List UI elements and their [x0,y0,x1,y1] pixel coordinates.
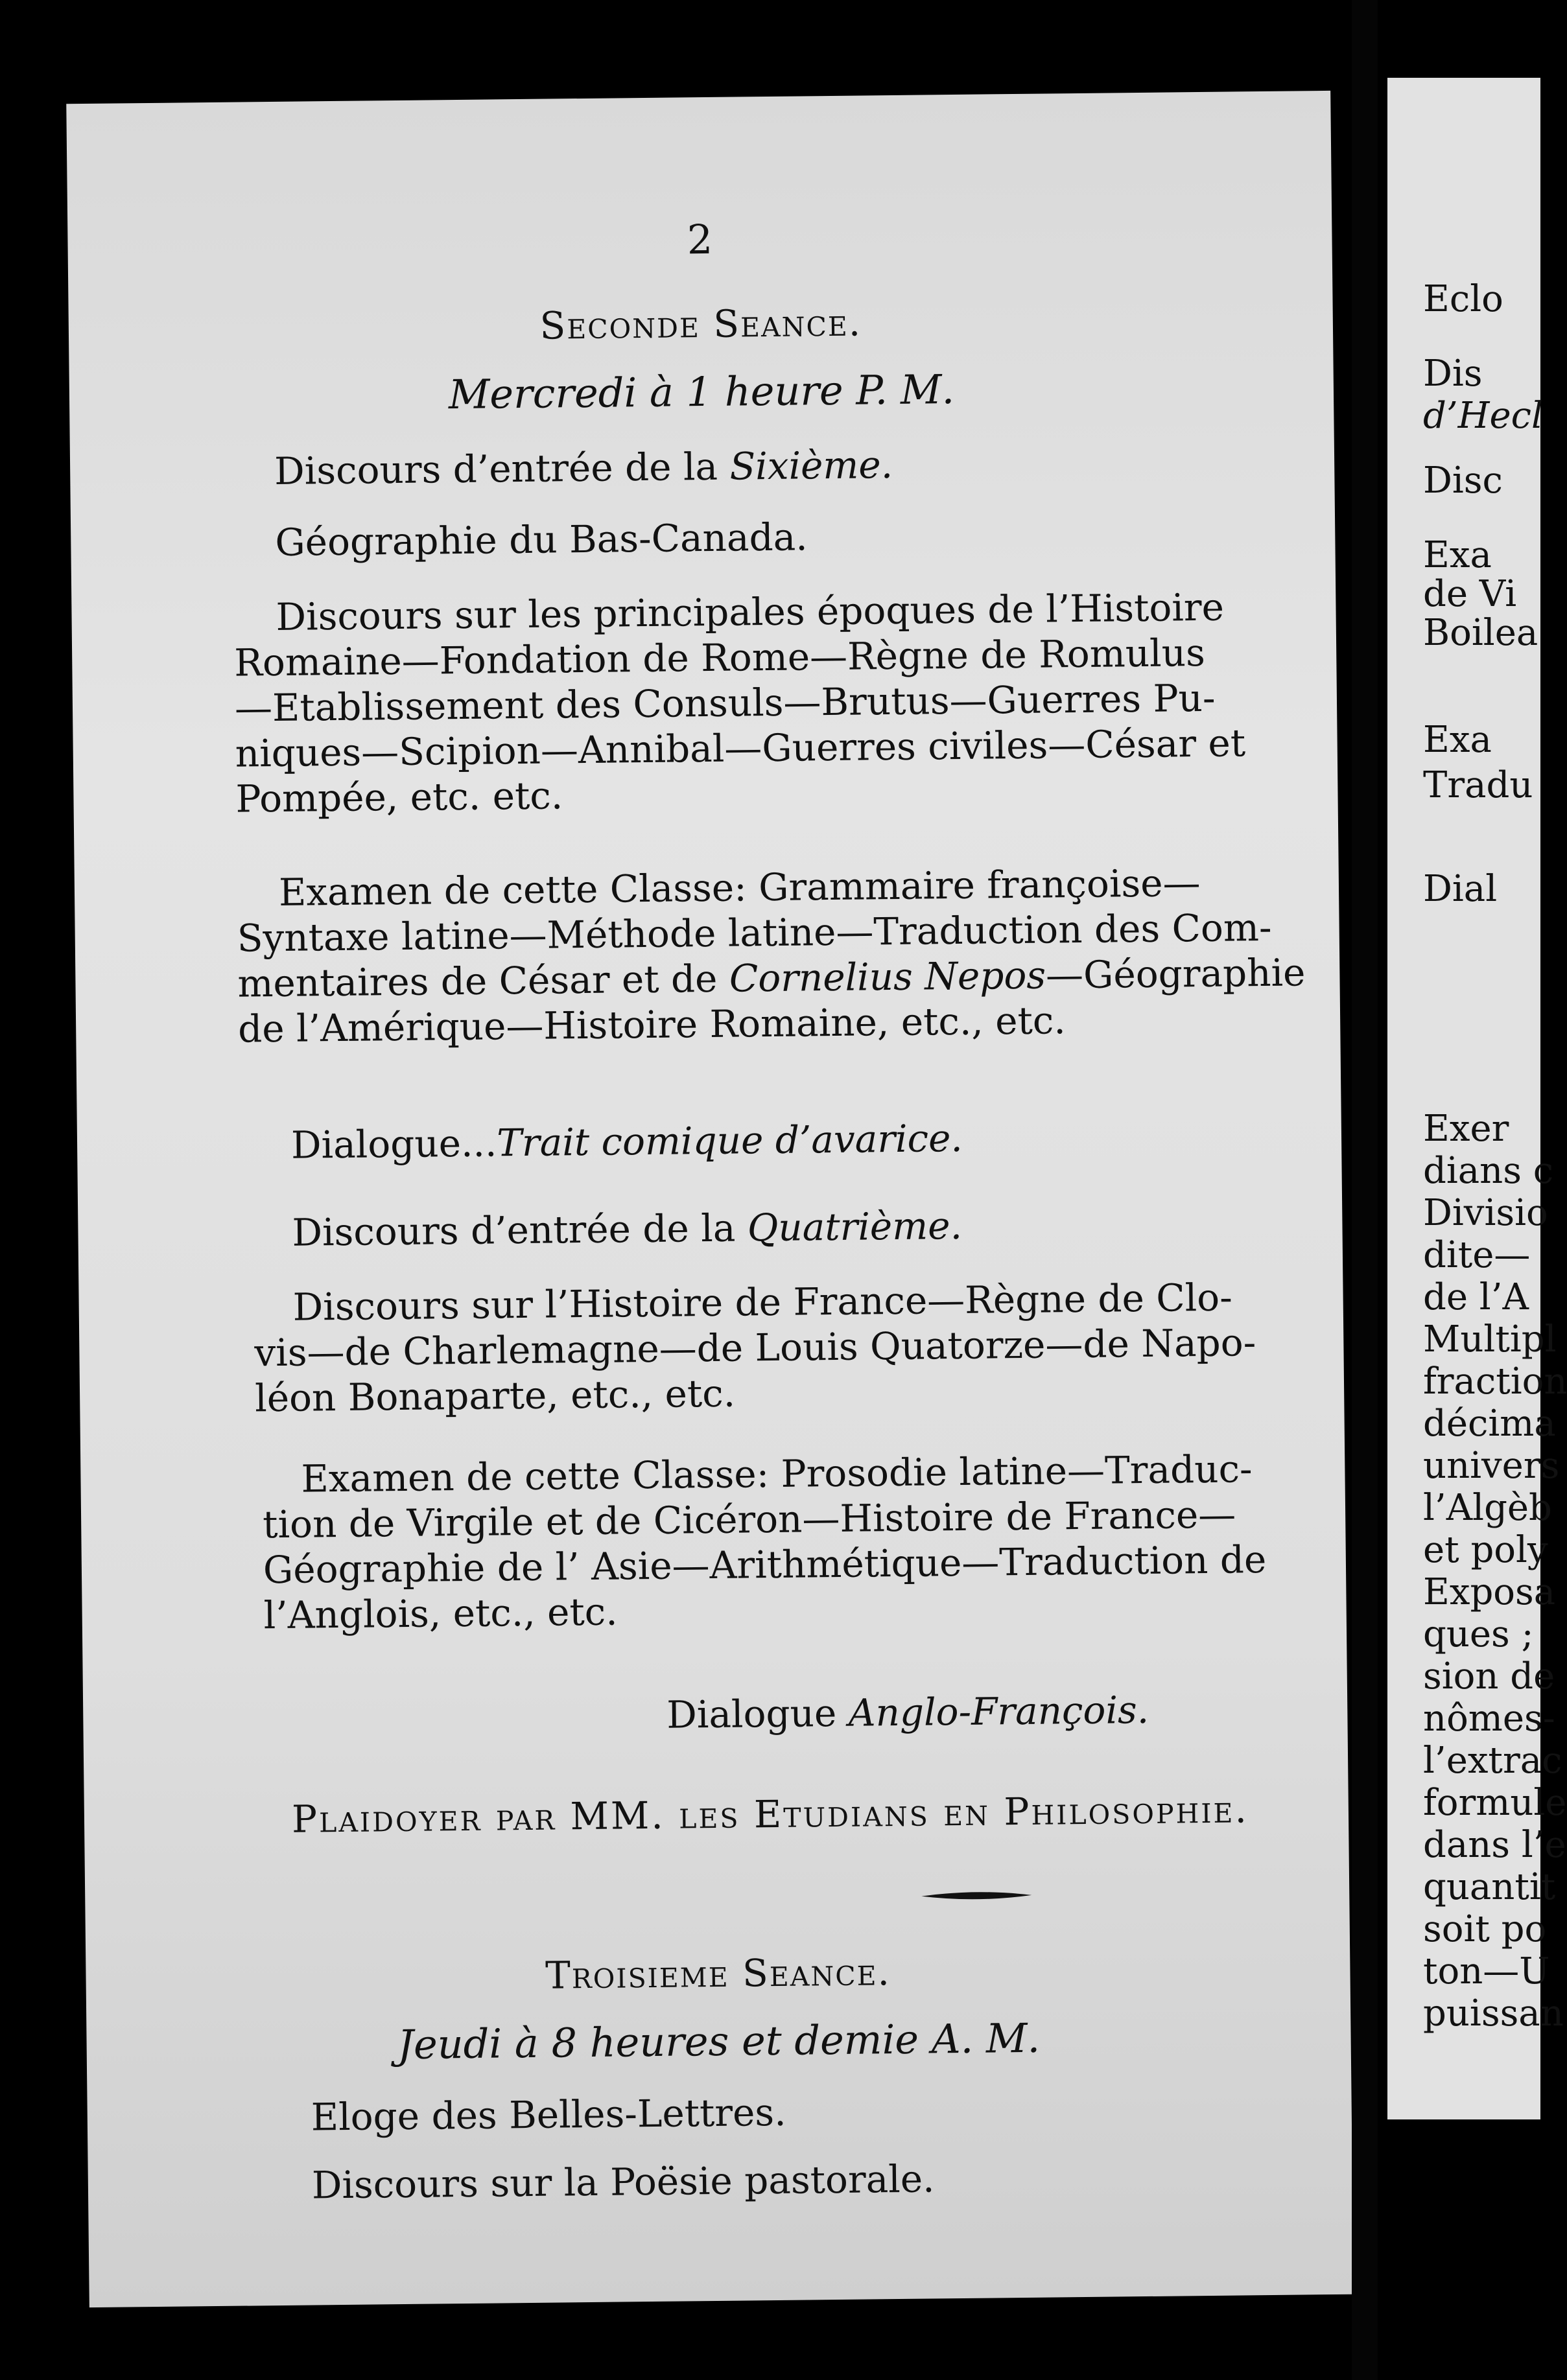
emphasis-text: Anglo-François. [848,1687,1149,1735]
right-page-fragment: Eclo [1423,278,1503,320]
paragraph-line: Examen de cette Classe: Grammaire françoise— [278,861,1201,915]
right-page-fragment: puissan [1423,1992,1564,2035]
paragraph-line: tion de Virgile et de Cicéron—Histoire de France— [262,1492,1236,1547]
paragraph-line: Syntaxe latine—Méthode latine—Traduction des Com- [237,905,1272,961]
paragraph-line: léon Bonaparte, etc., etc. [254,1371,736,1421]
paragraph-text: Discours d’entrée de la [292,1206,748,1255]
emphasis-text: Cornelius Nepos [729,953,1046,1001]
paragraph-line: —Etablissement des Consuls—Brutus—Guerres Pu- [234,675,1216,730]
right-page-fragment: Exposa [1423,1571,1556,1613]
emphasis-text: Trait comique d’avarice. [496,1115,963,1165]
left-page [66,91,1353,2307]
right-page-fragment: dians c [1423,1150,1554,1192]
paragraph-line: l’Anglois, etc., etc. [263,1589,619,1638]
paragraph-eloge: Eloge des Belles-Lettres. [311,2090,786,2140]
paragraph-line: vis—de Charlemagne—de Louis Quatorze—de Napo- [254,1320,1256,1375]
paragraph-line: Géographie de l’ Asie—Arithmétique—Traduction de [263,1537,1267,1592]
paragraph-geographie: Géographie du Bas-Canada. [274,515,808,565]
section-time: Jeudi à 8 heures et demie A. M. [397,2014,1041,2069]
right-page-fragment: fraction [1423,1360,1567,1403]
right-page-fragment: quantit [1423,1866,1556,1908]
paragraph-text: mentaires de César et de [237,956,730,1006]
right-page-fragment: sion de [1423,1655,1555,1698]
paragraph-discours-sixieme [274,442,893,494]
right-page-fragment: ton—U [1423,1950,1550,1992]
paragraph-text: Dialogue... [290,1121,497,1167]
right-page-fragment: décima [1423,1403,1556,1445]
paragraph-line: Pompée, etc. etc. [235,773,563,821]
paragraph-line: Romaine—Fondation de Rome—Règne de Romulus [233,630,1206,685]
right-page-fragment: Dial [1423,868,1498,910]
section-heading-troisieme-seance: Troisieme Seance. [545,1950,891,1998]
right-page-fragment: Disc [1423,460,1503,502]
right-page-fragment: ques ; [1423,1613,1534,1655]
paragraph-line: Discours sur les principales époques de l’Histoire [276,585,1225,639]
section-time: Mercredi à 1 heure P. M. [448,365,955,419]
right-page-fragment: Divisio [1423,1192,1548,1234]
page-number: 2 [687,215,713,264]
right-page-fragment: Exa [1423,719,1492,761]
paragraph-line: de l’Amérique—Histoire Romaine, etc., etc. [237,998,1066,1051]
right-page-fragment: dans l’e [1423,1824,1566,1866]
right-page-fragment: soit po [1423,1908,1547,1950]
paragraph-dialogue-avarice [291,1115,963,1168]
paragraph-text: Dialogue [666,1690,849,1737]
plaidoyer-heading: Plaidoyer par MM. les Etudians en Philosophie. [291,1787,1249,1841]
right-page-fragment: Multipl [1423,1318,1557,1360]
paragraph-dialogue-anglo [666,1687,1149,1738]
right-page-fragment: Dis [1423,353,1483,395]
right-page-fragment: Tradu [1423,764,1533,806]
right-page-fragment: l’Algèb [1423,1487,1552,1529]
ornamental-rule [921,1889,1031,1902]
paragraph-line: niques—Scipion—Annibal—Guerres civiles—César et [235,721,1246,776]
emphasis-text: Quatrième. [747,1203,963,1250]
right-page-fragment: d’Hecl [1423,395,1543,437]
paragraph-line: Discours sur l’Histoire de France—Règne de Clo- [292,1275,1233,1329]
right-page-fragment: univers [1423,1445,1560,1487]
right-page-fragment: de l’A [1423,1276,1529,1318]
section-heading-seconde-seance: Seconde Seance. [539,300,862,348]
right-page-fragment: et poly [1423,1529,1548,1571]
book-gutter [1352,0,1378,2380]
right-page-fragment: dite— [1423,1234,1531,1276]
right-page-fragment: de Vi [1423,573,1517,615]
paragraph-discours-quatrieme [292,1203,962,1255]
right-page-fragment: Exer [1423,1108,1509,1150]
right-page-fragment: nômes- [1423,1698,1555,1740]
emphasis-text: Sixième. [729,442,893,489]
paragraph-text: Discours d’entrée de la [274,444,730,493]
paragraph-text: —Géographie [1045,950,1306,998]
right-page-fragment: l’extrac [1423,1740,1562,1782]
paragraph-line: Examen de cette Classe: Prosodie latine—Traduc- [301,1447,1253,1501]
paragraph-poesie: Discours sur la Poësie pastorale. [311,2156,935,2208]
right-page-fragment: Boilea [1423,612,1538,654]
right-page-fragment: Exa [1423,534,1492,576]
right-page-fragment: formule [1423,1782,1567,1824]
